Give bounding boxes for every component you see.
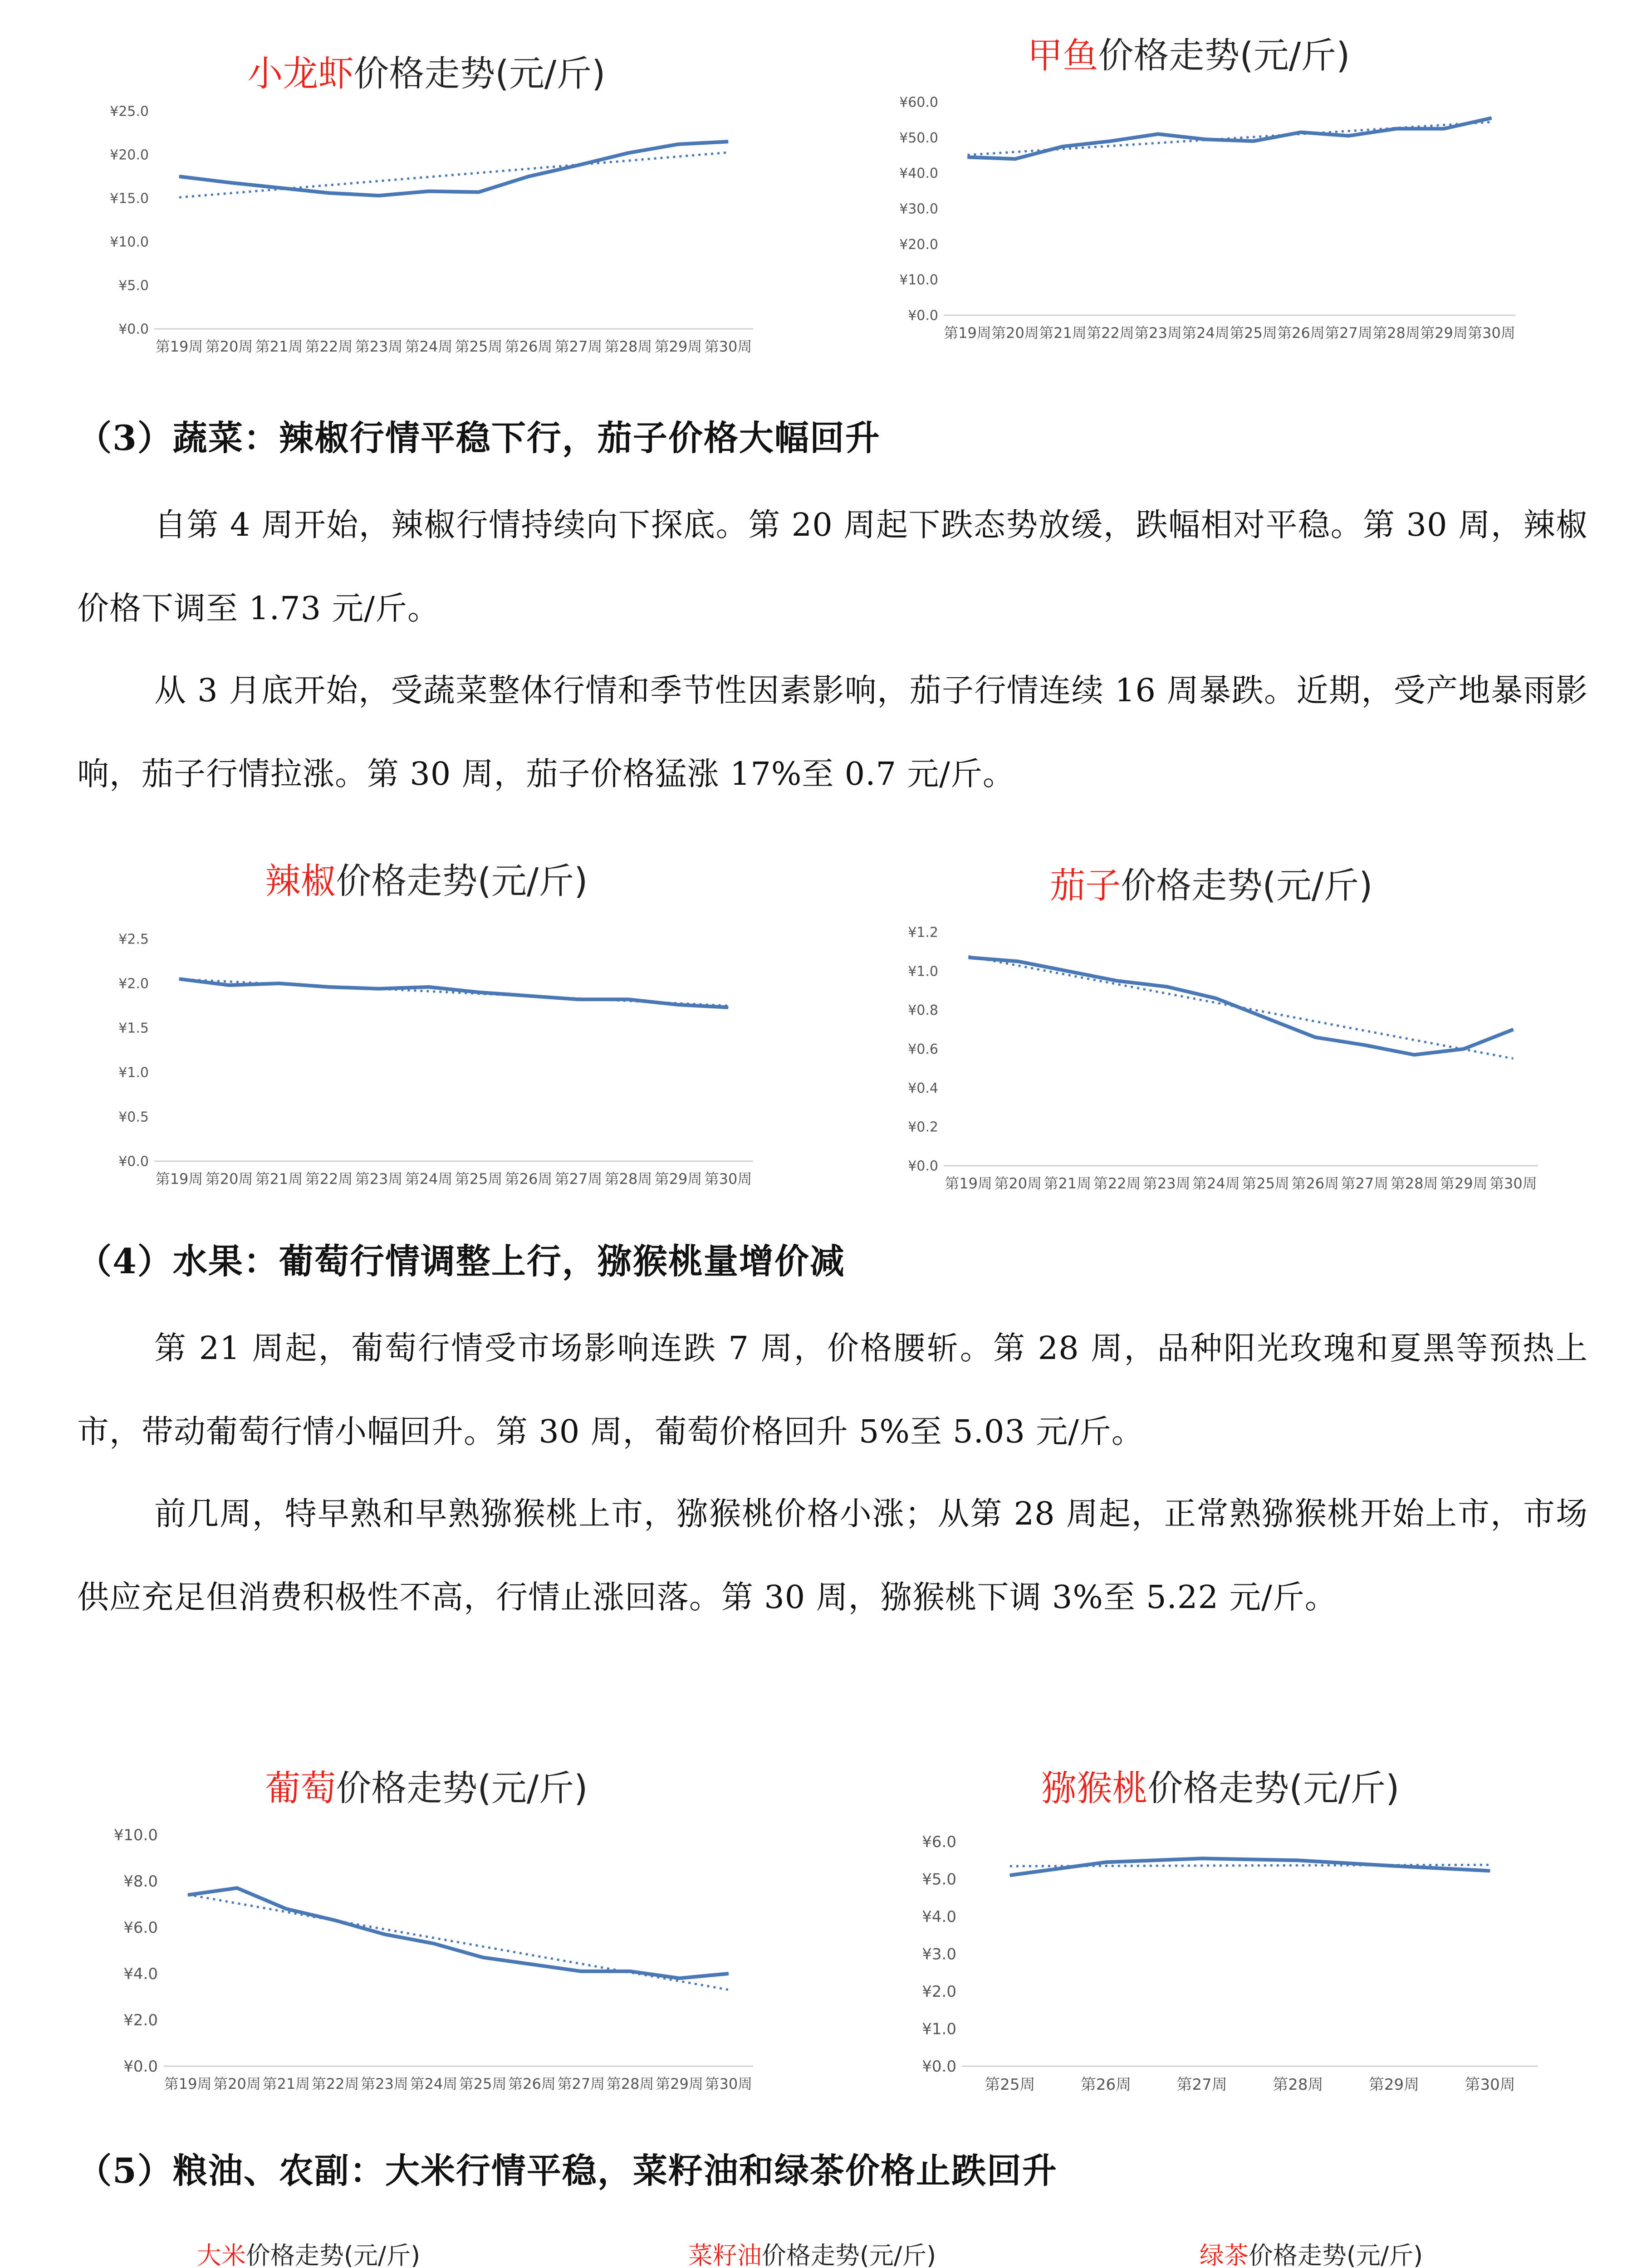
- section-3-paragraph-1: 自第 4 周开始，辣椒行情持续向下探底。第 20 周起下跌态势放缓，跌幅相对平稳。第 30 周，辣椒价格下调至 1.73 元/斤。: [77, 506, 1588, 627]
- x-tick-label: 第29周: [656, 2075, 703, 2092]
- x-tick-label: 第21周: [262, 2075, 310, 2092]
- x-tick-label: 第19周: [155, 338, 203, 355]
- chart-title-rest: 价格走势(元/斤): [1121, 865, 1373, 906]
- section-5-title: （5）粮油、农副：大米行情平稳，菜籽油和绿茶价格止跌回升: [77, 2151, 1058, 2191]
- data-point: [628, 152, 629, 153]
- y-tick-label: ¥1.0: [118, 1065, 149, 1081]
- data-point: [1348, 135, 1349, 136]
- x-tick-label: 第23周: [1142, 1175, 1190, 1192]
- chart-green-tea-price: [1066, 2223, 1556, 2268]
- y-tick-label: ¥0.5: [118, 1109, 149, 1125]
- x-tick-label: 第24周: [1192, 1175, 1240, 1192]
- chart-title: [567, 2236, 1057, 2268]
- x-tick-label: 第27周: [1341, 1175, 1389, 1192]
- chart-title-highlight: 甲鱼: [1027, 35, 1098, 76]
- x-tick-label: 第23周: [355, 1170, 403, 1188]
- x-tick-label: 第19周: [944, 324, 991, 342]
- data-point: [1067, 971, 1068, 972]
- y-tick-label: ¥2.5: [118, 931, 149, 948]
- x-tick-label: 第26周: [505, 1170, 553, 1188]
- x-tick-label: 第19周: [164, 2075, 212, 2092]
- data-point: [1444, 128, 1445, 129]
- y-tick-label: ¥10.0: [899, 272, 938, 288]
- x-tick-label: 第28周: [606, 2075, 654, 2092]
- x-tick-label: 第21周: [255, 1170, 303, 1188]
- x-tick-label: 第30周: [1468, 324, 1515, 342]
- y-tick-label: ¥50.0: [899, 130, 938, 146]
- x-tick-label: 第26周: [505, 338, 553, 355]
- x-tick-label: 第24周: [1182, 324, 1230, 342]
- y-tick-label: ¥2.0: [922, 1982, 956, 2001]
- chart-title: [77, 45, 776, 96]
- chart-title-rest: 价格走势(元/斤): [1098, 35, 1350, 76]
- data-point: [229, 985, 230, 986]
- chart-chili-price: [77, 848, 776, 1211]
- chart-title-rest: 价格走势(元/斤): [353, 54, 606, 94]
- data-point: [728, 1973, 729, 1974]
- x-tick-label: 第30周: [1465, 2076, 1515, 2094]
- x-tick-label: 第24周: [405, 1170, 453, 1188]
- data-point: [328, 192, 329, 193]
- x-tick-label: 第27周: [557, 2075, 605, 2092]
- data-point: [1489, 1870, 1490, 1871]
- y-tick-label: ¥6.0: [922, 1833, 956, 1851]
- x-tick-label: 第20周: [213, 2075, 261, 2092]
- y-tick-label: ¥0.0: [922, 2057, 956, 2076]
- data-point: [1396, 128, 1397, 129]
- data-point: [1414, 1054, 1415, 1055]
- data-point: [728, 1007, 729, 1008]
- data-point: [378, 195, 379, 196]
- x-tick-label: 第26周: [508, 2075, 556, 2092]
- x-tick-label: 第22周: [305, 1170, 353, 1188]
- chart-title: [68, 2236, 549, 2268]
- data-point: [1215, 998, 1216, 999]
- x-tick-label: 第24周: [410, 2075, 458, 2092]
- y-tick-label: ¥25.0: [110, 103, 149, 120]
- data-point: [678, 1004, 679, 1005]
- x-tick-label: 第22周: [1087, 324, 1134, 342]
- x-tick-label: 第28周: [1372, 324, 1420, 342]
- y-tick-label: ¥4.0: [922, 1907, 956, 1926]
- y-tick-label: ¥0.0: [118, 1154, 149, 1170]
- chart-title-rest: 价格走势(元/斤): [1147, 1768, 1400, 1809]
- x-tick-label: 第30周: [1489, 1175, 1537, 1192]
- x-tick-label: 第21周: [255, 338, 303, 355]
- data-point: [528, 995, 529, 996]
- x-tick-label: 第28周: [604, 1170, 652, 1188]
- data-point: [1513, 1029, 1514, 1030]
- y-tick-label: ¥60.0: [899, 94, 938, 111]
- y-tick-label: ¥10.0: [113, 1826, 158, 1844]
- data-point: [229, 182, 230, 183]
- chart-title-highlight: 猕猴桃: [1041, 1768, 1148, 1809]
- data-point: [237, 1887, 238, 1888]
- chart-title: [1066, 2236, 1556, 2268]
- x-tick-label: 第26周: [1080, 2076, 1132, 2094]
- x-tick-label: 第27周: [1325, 324, 1372, 342]
- y-tick-label: ¥0.6: [908, 1041, 938, 1057]
- y-tick-label: ¥1.5: [118, 1020, 149, 1036]
- chart-title: [77, 853, 776, 904]
- y-tick-label: ¥40.0: [899, 166, 938, 182]
- data-point: [1201, 1858, 1202, 1859]
- data-point: [679, 1978, 680, 1979]
- x-tick-label: 第25周: [1230, 324, 1277, 342]
- x-tick-label: 第29周: [1420, 324, 1468, 342]
- x-tick-label: 第29周: [1440, 1175, 1488, 1192]
- data-point: [1158, 134, 1159, 135]
- data-point: [532, 1964, 533, 1965]
- data-point: [1166, 986, 1167, 987]
- section-4-paragraph-2: 前几周，特早熟和早熟猕猴桃上市，猕猴桃价格小涨；从第 28 周起，正常熟猕猴桃开始上市，市场供应充足但消费积极性不高，行情止涨回落。第 30 周，猕猴桃下调 3%至 5.22 元/斤。: [77, 1495, 1588, 1616]
- data-point: [335, 1920, 336, 1921]
- x-tick-label: 第26周: [1291, 1175, 1339, 1192]
- data-point: [378, 988, 379, 989]
- chart-title-highlight: 绿茶: [1199, 2241, 1249, 2268]
- chart-title-rest: 价格走势(元/斤): [761, 2241, 936, 2268]
- data-point: [187, 1895, 188, 1896]
- y-tick-label: ¥30.0: [899, 201, 938, 217]
- y-tick-label: ¥3.0: [922, 1945, 956, 1964]
- x-tick-label: 第28周: [1390, 1175, 1438, 1192]
- chart-title-rest: 价格走势(元/斤): [336, 1768, 588, 1809]
- y-tick-label: ¥10.0: [110, 234, 149, 250]
- price-series-line: [179, 142, 728, 196]
- x-tick-label: 第27周: [554, 1170, 603, 1188]
- data-point: [1009, 1875, 1010, 1876]
- price-series-line: [968, 118, 1492, 159]
- price-series-line: [1010, 1858, 1490, 1875]
- data-point: [1301, 132, 1302, 133]
- chart-title-highlight: 大米: [196, 2241, 246, 2268]
- y-tick-label: ¥0.0: [123, 2057, 158, 2076]
- y-tick-label: ¥0.0: [908, 1158, 938, 1174]
- data-point: [179, 978, 180, 979]
- x-tick-label: 第30周: [704, 1170, 752, 1188]
- data-point: [528, 176, 529, 177]
- chart-title-highlight: 葡萄: [265, 1768, 336, 1809]
- x-tick-label: 第25周: [455, 1170, 503, 1188]
- chart-title: [77, 1760, 776, 1811]
- x-tick-label: 第30周: [705, 2075, 753, 2092]
- x-tick-label: 第21周: [1039, 324, 1087, 342]
- x-tick-label: 第27周: [1176, 2076, 1227, 2094]
- x-tick-label: 第28周: [1273, 2076, 1323, 2094]
- chart-crayfish-price: [77, 32, 776, 376]
- data-point: [478, 992, 479, 993]
- x-tick-label: 第21周: [1044, 1175, 1092, 1192]
- y-tick-label: ¥1.0: [922, 2020, 956, 2038]
- x-tick-label: 第29周: [654, 1170, 702, 1188]
- chart-rapeseed-oil-price: [567, 2223, 1057, 2268]
- x-tick-label: 第30周: [704, 338, 752, 355]
- y-tick-label: ¥4.0: [123, 1965, 158, 1983]
- x-tick-label: 第22周: [305, 338, 353, 355]
- x-tick-label: 第25周: [985, 2076, 1035, 2094]
- data-point: [1491, 117, 1492, 118]
- data-point: [1315, 1037, 1316, 1038]
- y-tick-label: ¥0.4: [908, 1080, 938, 1096]
- x-tick-label: 第25周: [455, 338, 503, 355]
- y-tick-label: ¥1.2: [908, 924, 938, 941]
- x-tick-label: 第19周: [945, 1175, 992, 1192]
- data-point: [1015, 158, 1016, 159]
- x-tick-label: 第25周: [459, 2075, 507, 2092]
- x-tick-label: 第27周: [554, 338, 603, 355]
- data-point: [968, 957, 969, 958]
- chart-grape-price: [77, 1751, 776, 2123]
- x-tick-label: 第22周: [311, 2075, 359, 2092]
- x-tick-label: 第20周: [991, 324, 1039, 342]
- y-tick-label: ¥0.0: [118, 321, 149, 337]
- section-4-title: （4）水果：葡萄行情调整上行，猕猴桃量增价减: [77, 1241, 845, 1281]
- section-3-paragraph-2: 从 3 月底开始，受蔬菜整体行情和季节性因素影响，茄子行情连续 16 周暴跌。近期，受产地暴雨影响，茄子行情拉涨。第 30 周，茄子价格猛涨 17%至 0.7 元/斤。: [77, 672, 1588, 792]
- data-point: [1394, 1866, 1395, 1867]
- data-point: [1205, 139, 1206, 140]
- data-point: [482, 1957, 483, 1958]
- data-point: [630, 1971, 631, 1972]
- data-point: [1253, 141, 1254, 142]
- y-tick-label: ¥0.8: [908, 1002, 938, 1019]
- data-point: [179, 176, 180, 177]
- x-tick-label: 第23周: [1134, 324, 1182, 342]
- data-point: [478, 192, 479, 193]
- y-tick-label: ¥8.0: [123, 1872, 158, 1891]
- x-tick-label: 第25周: [1242, 1175, 1289, 1192]
- data-point: [578, 165, 579, 166]
- y-tick-label: ¥0.0: [908, 308, 938, 324]
- y-tick-label: ¥5.0: [118, 278, 149, 294]
- chart-rice-price: [68, 2223, 549, 2268]
- section-3-title: （3）蔬菜：辣椒行情平稳下行，茄子价格大幅回升: [77, 418, 881, 458]
- data-point: [578, 999, 579, 1000]
- chart-title-highlight: 茄子: [1050, 865, 1121, 906]
- chart-kiwi-price: [889, 1751, 1552, 2123]
- chart-title-rest: 价格走势(元/斤): [245, 2241, 421, 2268]
- x-tick-label: 第22周: [1093, 1175, 1141, 1192]
- chart-title-rest: 价格走势(元/斤): [1248, 2241, 1423, 2268]
- chart-title: [839, 27, 1538, 78]
- data-point: [628, 999, 629, 1000]
- y-tick-label: ¥5.0: [922, 1870, 956, 1889]
- data-point: [1364, 1045, 1365, 1046]
- x-tick-label: 第28周: [604, 338, 652, 355]
- chart-eggplant-price: [871, 853, 1552, 1216]
- chart-title-highlight: 菜籽油: [688, 2241, 762, 2268]
- chart-title-highlight: 辣椒: [265, 861, 336, 902]
- x-tick-label: 第20周: [205, 1170, 253, 1188]
- chart-soft-shell-turtle-price: [839, 18, 1538, 363]
- x-tick-label: 第29周: [654, 338, 702, 355]
- y-tick-label: ¥20.0: [110, 147, 149, 163]
- data-point: [1018, 961, 1019, 962]
- x-tick-label: 第29周: [1368, 2076, 1420, 2094]
- x-tick-label: 第23周: [361, 2075, 408, 2092]
- data-point: [1110, 141, 1111, 142]
- data-point: [428, 191, 429, 192]
- data-point: [967, 156, 968, 157]
- y-tick-label: ¥2.0: [123, 2011, 158, 2029]
- x-tick-label: 第26周: [1277, 324, 1325, 342]
- price-series-line: [188, 1888, 729, 1978]
- y-tick-label: ¥2.0: [118, 976, 149, 992]
- y-tick-label: ¥6.0: [123, 1918, 158, 1937]
- y-tick-label: ¥1.0: [908, 963, 938, 980]
- x-tick-label: 第20周: [205, 338, 253, 355]
- data-point: [384, 1934, 385, 1935]
- data-point: [1463, 1049, 1464, 1050]
- chart-title: [871, 857, 1552, 908]
- x-tick-label: 第24周: [405, 338, 453, 355]
- y-tick-label: ¥0.2: [908, 1119, 938, 1135]
- data-point: [728, 141, 729, 142]
- x-tick-label: 第19周: [155, 1170, 203, 1188]
- y-tick-label: ¥15.0: [110, 191, 149, 207]
- x-tick-label: 第23周: [355, 338, 403, 355]
- chart-title-highlight: 小龙虾: [247, 54, 354, 94]
- data-point: [433, 1943, 434, 1944]
- data-point: [678, 144, 679, 145]
- chart-title: [889, 1760, 1552, 1811]
- data-point: [286, 1908, 287, 1909]
- data-point: [581, 1971, 582, 1972]
- section-4-paragraph-1: 第 21 周起，葡萄行情受市场影响连跌 7 周，价格腰斩。第 28 周，品种阳光玫瑰和夏黑等预热上市，带动葡萄行情小幅回升。第 30 周，葡萄价格回升 5%至 5.03 元/斤。: [77, 1330, 1588, 1450]
- x-tick-label: 第20周: [994, 1175, 1042, 1192]
- y-tick-label: ¥20.0: [899, 236, 938, 253]
- data-point: [1265, 1017, 1266, 1018]
- chart-title-rest: 价格走势(元/斤): [336, 861, 588, 902]
